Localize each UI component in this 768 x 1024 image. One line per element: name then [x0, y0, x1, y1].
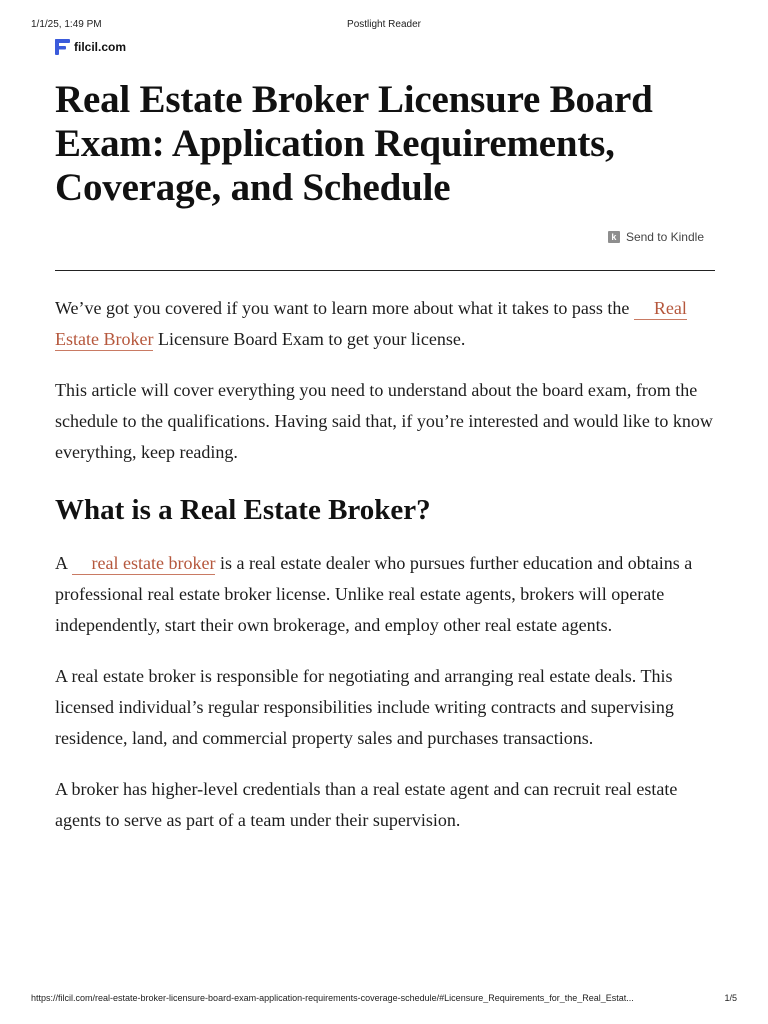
paragraph-definition: [55, 548, 715, 641]
paragraph-intro-after: Licensure Board Exam to get your license.: [153, 329, 466, 349]
kindle-icon: k: [608, 231, 620, 243]
real-estate-broker-link[interactable]: Real Estate Broker: [55, 298, 687, 349]
print-date: 1/1/25, 1:49 PM: [31, 19, 102, 30]
site-brand[interactable]: [55, 38, 126, 56]
print-header: [0, 19, 768, 33]
article-body: [55, 293, 715, 856]
print-title: Postlight Reader: [347, 19, 421, 30]
title-divider: [55, 270, 715, 271]
section-heading: What is a Real Estate Broker?: [55, 494, 431, 526]
send-to-kindle-button[interactable]: [608, 230, 704, 244]
print-url: https://filcil.com/real-estate-broker-licensure-board-exam-application-requirements-coverage-schedule/#Licensure_Requirements_for_the_Real_Estat...: [31, 993, 634, 1003]
paragraph-definition-after: is a real estate dealer who pursues further education and obtains a professional real estate broker license. Unlike real estate agents, brokers will operate independently, start their own brokerage, and employ other real estate agents.: [55, 553, 693, 635]
article-title: Real Estate Broker Licensure Board Exam: Application Requirements, Coverage, and Schedule: [55, 78, 653, 209]
paragraph-credentials: A broker has higher-level credentials than a real estate agent and can recruit real estate agents to serve as part of a team under their supervision.: [55, 779, 678, 830]
print-footer: [0, 993, 768, 1007]
paragraph-overview: This article will cover everything you need to understand about the board exam, from the schedule to the qualifications. Having said that, if you’re interested and would like to know everything, keep reading.: [55, 380, 713, 462]
paragraph-responsibilities: A real estate broker is responsible for negotiating and arranging real estate deals. This licensed individual’s regular responsibilities include writing contracts and supervising residence, land, and commercial property sales and purchases transactions.: [55, 666, 674, 748]
paragraph-intro: [55, 293, 715, 355]
print-page-number: 1/5: [724, 993, 737, 1003]
paragraph-intro-before: We’ve got you covered if you want to learn more about what it takes to pass the: [55, 298, 634, 318]
real-estate-broker-definition-link[interactable]: real estate broker: [72, 553, 216, 575]
send-to-kindle-label: Send to Kindle: [625, 230, 704, 244]
filcil-logo-icon: [55, 39, 70, 55]
site-name: filcil.com: [74, 40, 127, 54]
paragraph-definition-before: A: [55, 553, 72, 573]
